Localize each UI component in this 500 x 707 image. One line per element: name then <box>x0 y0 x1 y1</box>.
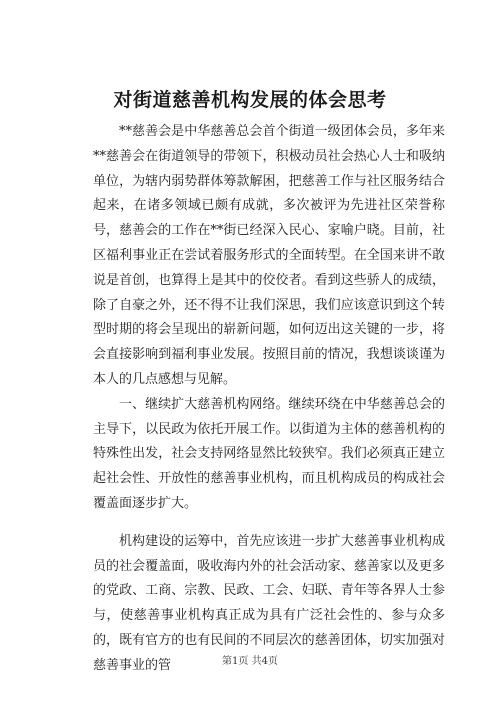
document-body <box>93 120 445 679</box>
document-title: 对街道慈善机构发展的体会思考 <box>113 89 387 111</box>
page-number-footer: 第1页 共4页 <box>222 656 278 667</box>
paragraph-organization-building: 机构建设的运筹中，首先应该进一步扩大慈善事业机构成员的社会覆盖面，吸收海内外的社会活动家、慈善家以及更多的党政、工商、宗教、民政、工会、妇联、青年等各界人士参与，使慈善事业机构真正成为具有广泛社会性的、参与众多的，既有官方的也有民间的不同层次的慈善团体，切实加强对慈善事业的管 <box>93 533 445 673</box>
paragraph-section-one: 一、继续扩大慈善机构网络。继续环绕在中华慈善总会的主导下，以民政为依托开展工作。以街道为主体的慈善机构的特殊性出发，社会支持网络显然比较狭窄。我们必须真正建立起社会性、开放性的慈善事业机构，而且机构成员的构成社会覆盖面逐步扩大。 <box>93 396 445 511</box>
paragraph-intro: **慈善会是中华慈善总会首个街道一级团体会员，多年来**慈善会在街道领导的带领下，积极动员社会热心人士和吸纳单位，为辖内弱势群体筹款解困，把慈善工作与社区服务结合起来，在诸多领域已颇有成就，多次被评为先进社区荣誉称号，慈善会的工作在**街已经深入民心、家喻户晓。目前，社区福利事业正在尝试着服务形式的全面转型。在全国来讲不敢说是首创，也算得上是其中的佼佼者。看到这些骄人的成绩，除了自豪之外，还不得不让我们深思，我们应该意识到这个转型时期的将会呈现出的崭新问题，如何迈出这关键的一步，将会直接影响到福利事业发展。按照目前的情况，我想谈谈谨为本人的几点感想与见解。 <box>93 124 445 387</box>
